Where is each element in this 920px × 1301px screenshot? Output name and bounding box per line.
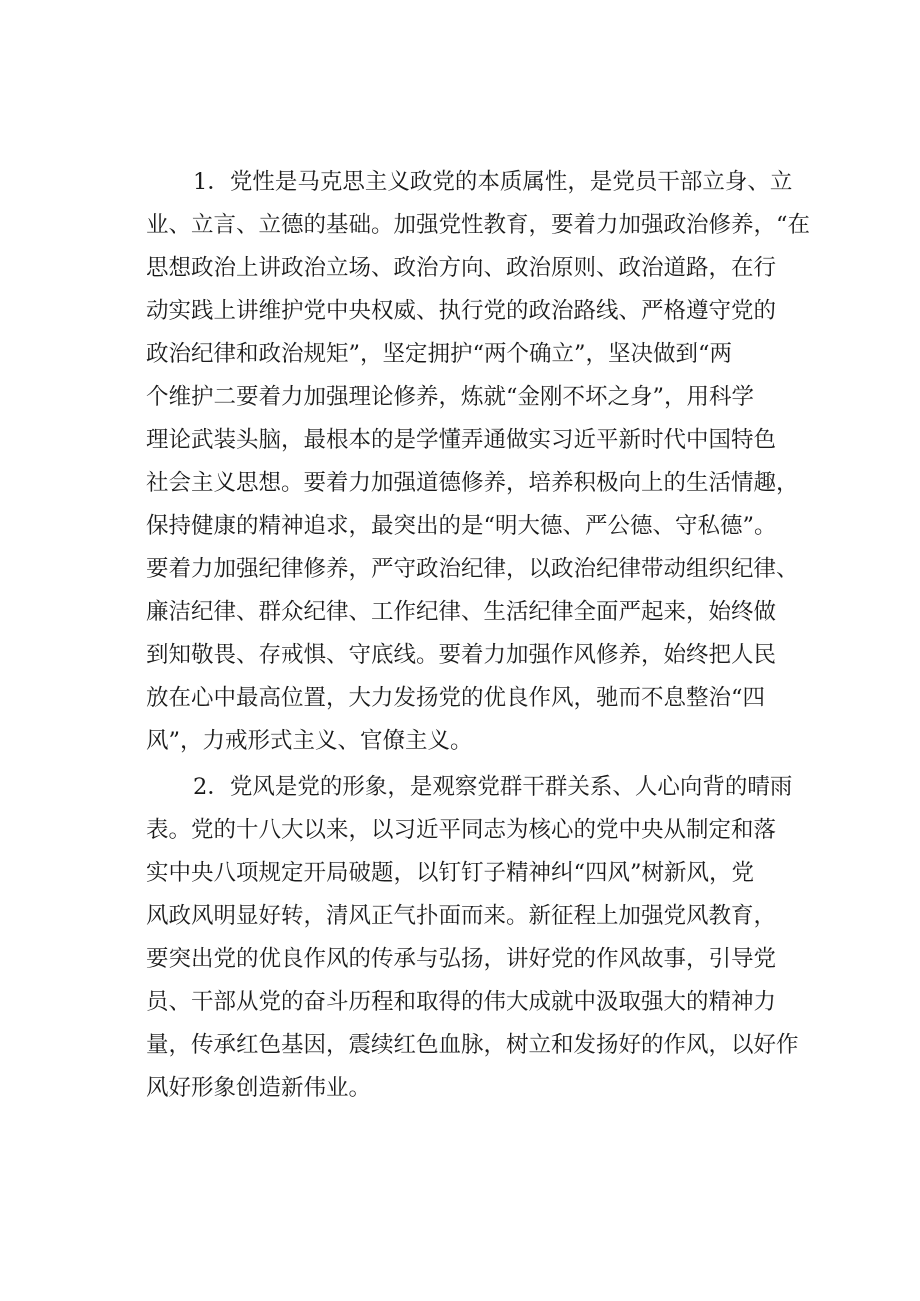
text-line: 政治纪律和政治规矩”，坚定拥护“两个确立”，坚决做到“两 <box>146 341 733 367</box>
text-line: 放在心中最高位置，大力发扬党的优良作风，驰而不息整治“四 <box>146 685 766 711</box>
text-line: 社会主义思想。要着力加强道德修养，培养积极向上的生活情趣， <box>146 470 799 496</box>
text-line: 理论武装头脑，最根本的是学懂弄通做实习近平新时代中国特色 <box>146 427 777 453</box>
text-line: 要着力加强纪律修养，严守政治纪律，以政治纪律带动组织纪律、 <box>146 556 799 582</box>
text-line: 动实践上讲维护党中央权威、执行党的政治路线、严格遵守党的 <box>146 298 777 324</box>
text-line: 员、干部从党的奋斗历程和取得的伟大成就中汲取强大的精神力 <box>146 989 777 1015</box>
text-line: 实中央八项规定开局破题，以钉钉子精神纠“四风”树新风，党 <box>146 860 755 886</box>
text-line: 个维护二要着力加强理论修养，炼就“金刚不坏之身”，用科学 <box>146 384 755 410</box>
text-line: 要突出党的优良作风的传承与弘扬，讲好党的作风故事，引导党 <box>146 946 777 972</box>
text-line: 业、立言、立德的基础。加强党性教育，要着力加强政治修养，“在 <box>146 212 811 238</box>
text-line: 2．党风是党的形象，是观察党群干群关系、人心向背的晴雨 <box>193 774 793 800</box>
text-line: 保持健康的精神追求，最突出的是“明大德、严公德、守私德”。 <box>146 513 777 539</box>
text-line: 廉洁纪律、群众纪律、工作纪律、生活纪律全面严起来，始终做 <box>146 599 777 625</box>
text-line: 思想政治上讲政治立场、政治方向、政治原则、政治道路，在行 <box>146 255 777 281</box>
text-line: 量，传承红色基因，震续红色血脉，树立和发扬好的作风，以好作 <box>146 1032 799 1058</box>
text-line: 风好形象创造新伟业。 <box>146 1075 372 1101</box>
text-line: 1．党性是马克思主义政党的本质属性，是党员干部立身、立 <box>193 169 793 195</box>
text-line: 风政风明显好转，清风正气扑面而来。新征程上加强党风教育， <box>146 903 777 929</box>
text-line: 风”，力戒形式主义、官僚主义。 <box>146 728 473 754</box>
text-line: 表。党的十八大以来，以习近平同志为核心的党中央从制定和落 <box>146 817 777 843</box>
text-line: 到知敬畏、存戒惧、守底线。要着力加强作风修养，始终把人民 <box>146 642 777 668</box>
